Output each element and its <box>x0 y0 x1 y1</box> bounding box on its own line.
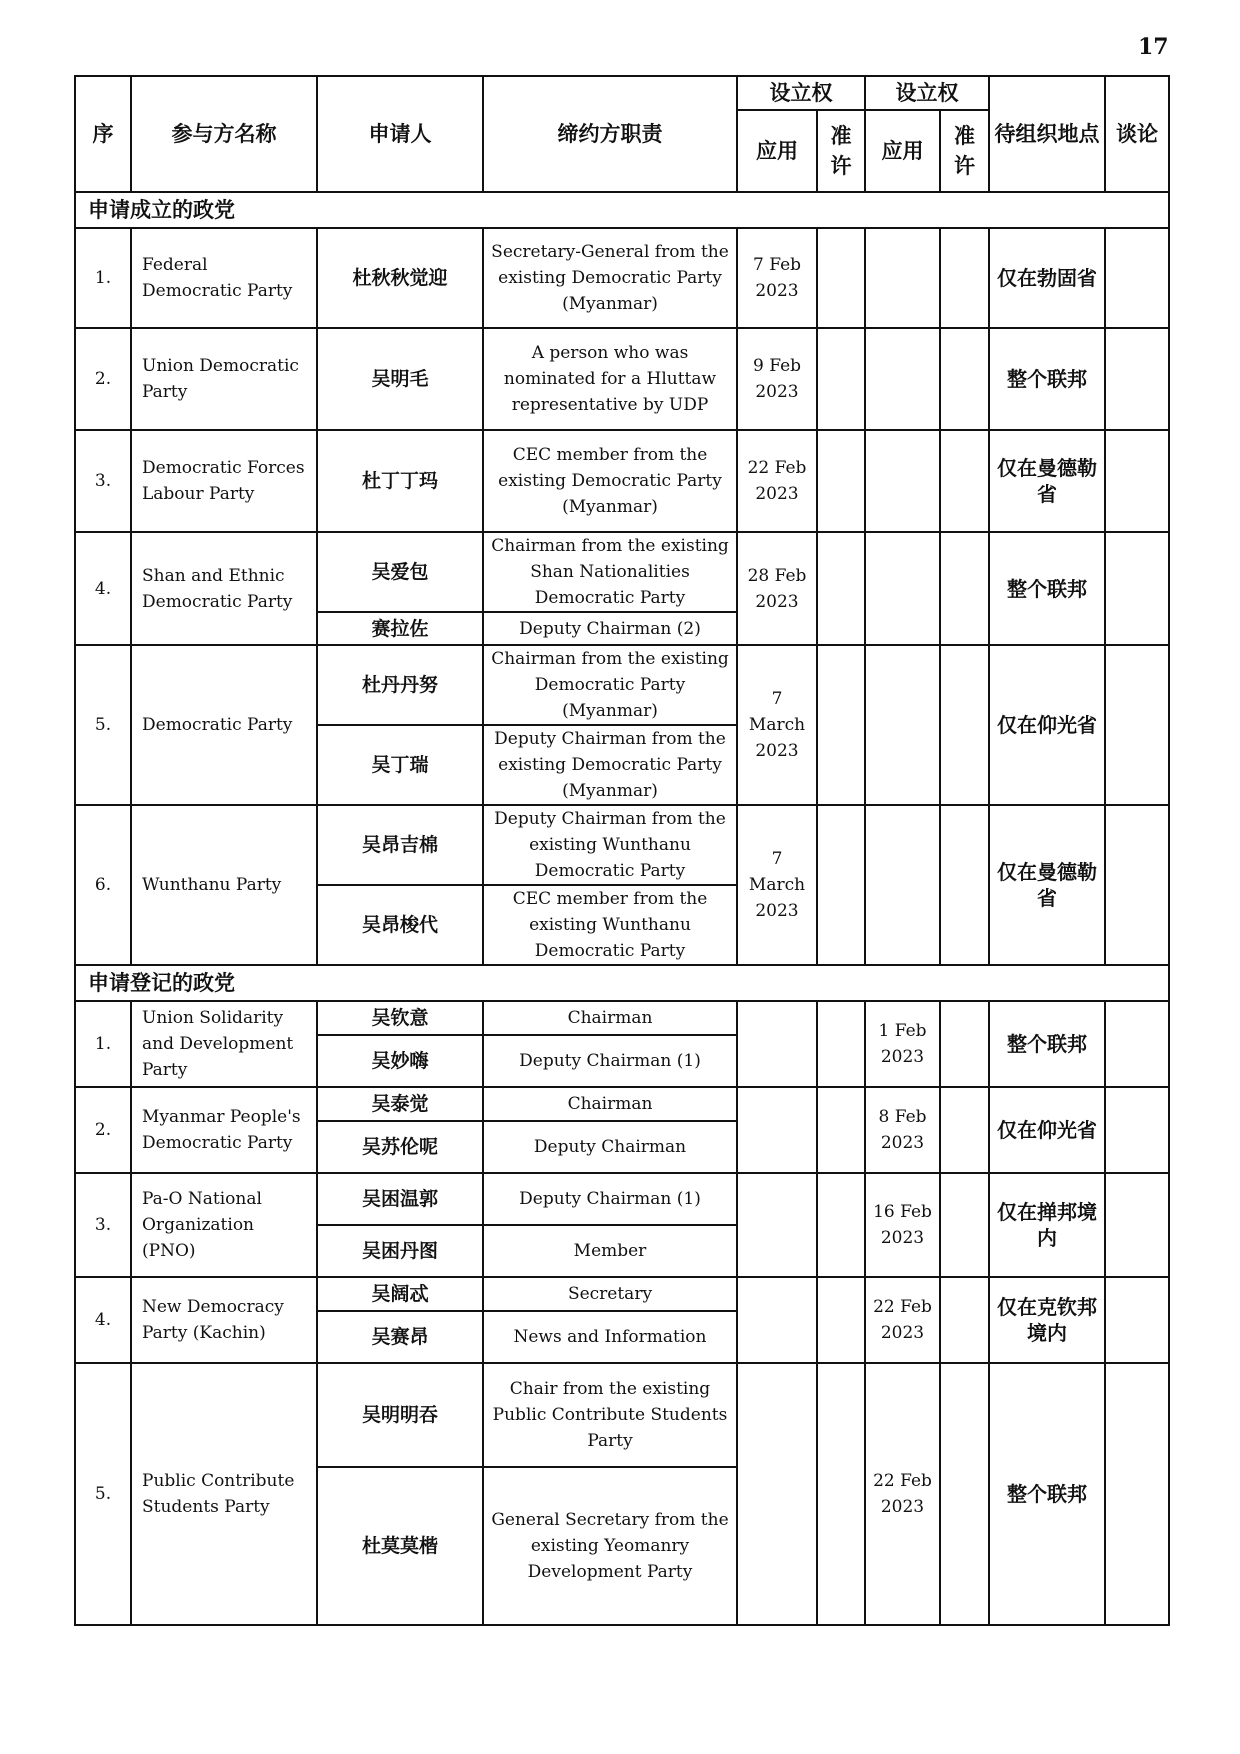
party-name: Myanmar People's Democratic Party <box>131 1087 317 1173</box>
applicant-name: 吴赛昂 <box>317 1311 483 1363</box>
location: 仅在克钦邦境内 <box>989 1277 1105 1363</box>
applicant-role: Deputy Chairman from the existing Democratic Party (Myanmar) <box>483 725 737 805</box>
applicant-role: Deputy Chairman (1) <box>483 1035 737 1087</box>
header-group1: 设立权 <box>737 76 865 110</box>
applicant-role: General Secretary from the existing Yeomanry Development Party <box>483 1467 737 1625</box>
apply-date: 7 March 2023 <box>737 645 817 805</box>
applicant-role: Deputy Chairman (1) <box>483 1173 737 1225</box>
applicant-name: 吴昂吉棉 <box>317 805 483 885</box>
applicant-role: Chairman from the existing Democratic Party (Myanmar) <box>483 645 737 725</box>
applicant-name: 杜秋秋觉迎 <box>317 228 483 328</box>
applicant-name: 吴妙嗨 <box>317 1035 483 1087</box>
apply-date: 9 Feb 2023 <box>737 328 817 430</box>
location: 仅在仰光省 <box>989 1087 1105 1173</box>
location: 仅在仰光省 <box>989 645 1105 805</box>
apply-cell <box>737 1087 817 1173</box>
applicant-role: Deputy Chairman <box>483 1121 737 1173</box>
party-name: Pa-O National Organization (PNO) <box>131 1173 317 1277</box>
location: 仅在曼德勒省 <box>989 430 1105 532</box>
applicant-name: 吴困温郭 <box>317 1173 483 1225</box>
header-apply2: 应用 <box>865 110 940 192</box>
table-row <box>75 430 1169 532</box>
section-title: 申请登记的政党 <box>75 965 1169 1001</box>
apply-date: 28 Feb 2023 <box>737 532 817 645</box>
row-number: 4. <box>75 532 131 645</box>
apply-cell-2 <box>865 532 940 645</box>
approve-cell <box>817 645 865 805</box>
party-table <box>74 75 1170 1626</box>
table-row <box>75 805 1169 885</box>
party-name: Federal Democratic Party <box>131 228 317 328</box>
applicant-role: Member <box>483 1225 737 1277</box>
applicant-name: 杜丹丹努 <box>317 645 483 725</box>
party-name: New Democracy Party (Kachin) <box>131 1277 317 1363</box>
location: 仅在掸邦境内 <box>989 1173 1105 1277</box>
header-apply1: 应用 <box>737 110 817 192</box>
location: 仅在勃固省 <box>989 228 1105 328</box>
header-applicant: 申请人 <box>317 76 483 192</box>
approve-cell <box>817 1001 865 1087</box>
approve-cell <box>817 328 865 430</box>
location: 仅在曼德勒省 <box>989 805 1105 965</box>
row-number: 4. <box>75 1277 131 1363</box>
header-location: 待组织地点 <box>989 76 1105 192</box>
applicant-name: 吴钦意 <box>317 1001 483 1035</box>
party-name: Shan and Ethnic Democratic Party <box>131 532 317 645</box>
table-row <box>75 1087 1169 1121</box>
discuss-cell <box>1105 1277 1169 1363</box>
row-number: 5. <box>75 645 131 805</box>
row-number: 1. <box>75 1001 131 1087</box>
approve-cell <box>817 1173 865 1277</box>
applicant-role: A person who was nominated for a Hluttaw representative by UDP <box>483 328 737 430</box>
approve-cell-2 <box>940 645 989 805</box>
approve-cell <box>817 1277 865 1363</box>
apply-date-2: 8 Feb 2023 <box>865 1087 940 1173</box>
discuss-cell <box>1105 1363 1169 1625</box>
applicant-name: 吴昂梭代 <box>317 885 483 965</box>
table-row <box>75 532 1169 612</box>
discuss-cell <box>1105 328 1169 430</box>
applicant-role: Deputy Chairman from the existing Wunthanu Democratic Party <box>483 805 737 885</box>
applicant-role: Secretary-General from the existing Democratic Party (Myanmar) <box>483 228 737 328</box>
table-row <box>75 1173 1169 1225</box>
applicant-role: Chairman from the existing Shan Nationalities Democratic Party <box>483 532 737 612</box>
apply-cell-2 <box>865 328 940 430</box>
party-name: Union Democratic Party <box>131 328 317 430</box>
row-number: 3. <box>75 1173 131 1277</box>
header-seq: 序 <box>75 76 131 192</box>
row-number: 1. <box>75 228 131 328</box>
discuss-cell <box>1105 430 1169 532</box>
applicant-name: 吴明明吞 <box>317 1363 483 1467</box>
apply-date-2: 16 Feb 2023 <box>865 1173 940 1277</box>
applicant-name: 吴困丹图 <box>317 1225 483 1277</box>
row-number: 6. <box>75 805 131 965</box>
section-header <box>75 192 1169 228</box>
header-group2: 设立权 <box>865 76 989 110</box>
section-title: 申请成立的政党 <box>75 192 1169 228</box>
approve-cell-2 <box>940 1087 989 1173</box>
approve-cell-2 <box>940 228 989 328</box>
discuss-cell <box>1105 805 1169 965</box>
apply-date: 7 Feb 2023 <box>737 228 817 328</box>
applicant-role: Secretary <box>483 1277 737 1311</box>
applicant-role: CEC member from the existing Wunthanu Democratic Party <box>483 885 737 965</box>
apply-cell <box>737 1001 817 1087</box>
party-name: Democratic Forces Labour Party <box>131 430 317 532</box>
page-number: 17 <box>1138 34 1169 60</box>
apply-date-2: 22 Feb 2023 <box>865 1277 940 1363</box>
apply-date-2: 1 Feb 2023 <box>865 1001 940 1087</box>
apply-date: 22 Feb 2023 <box>737 430 817 532</box>
location: 整个联邦 <box>989 1001 1105 1087</box>
approve-cell-2 <box>940 1277 989 1363</box>
party-name: Union Solidarity and Development Party <box>131 1001 317 1087</box>
table-row <box>75 1363 1169 1467</box>
approve-cell-2 <box>940 1363 989 1625</box>
applicant-role: CEC member from the existing Democratic Party (Myanmar) <box>483 430 737 532</box>
applicant-name: 赛拉佐 <box>317 612 483 645</box>
apply-cell <box>737 1277 817 1363</box>
applicant-name: 吴爱包 <box>317 532 483 612</box>
approve-cell-2 <box>940 1001 989 1087</box>
discuss-cell <box>1105 228 1169 328</box>
header-role: 缔约方职责 <box>483 76 737 192</box>
applicant-name: 吴丁瑞 <box>317 725 483 805</box>
approve-cell-2 <box>940 430 989 532</box>
discuss-cell <box>1105 645 1169 805</box>
applicant-role: News and Information <box>483 1311 737 1363</box>
apply-cell-2 <box>865 430 940 532</box>
applicant-name: 杜丁丁玛 <box>317 430 483 532</box>
location: 整个联邦 <box>989 328 1105 430</box>
location: 整个联邦 <box>989 1363 1105 1625</box>
discuss-cell <box>1105 1001 1169 1087</box>
apply-cell <box>737 1173 817 1277</box>
approve-cell <box>817 430 865 532</box>
approve-cell <box>817 1363 865 1625</box>
table-row <box>75 1001 1169 1035</box>
approve-cell <box>817 532 865 645</box>
header-party: 参与方名称 <box>131 76 317 192</box>
apply-date: 7 March 2023 <box>737 805 817 965</box>
approve-cell-2 <box>940 1173 989 1277</box>
approve-cell-2 <box>940 328 989 430</box>
header-approve2: 准许 <box>940 110 989 192</box>
applicant-role: Deputy Chairman (2) <box>483 612 737 645</box>
applicant-role: Chair from the existing Public Contribute Students Party <box>483 1363 737 1467</box>
table-row <box>75 328 1169 430</box>
apply-cell-2 <box>865 805 940 965</box>
table-row <box>75 228 1169 328</box>
table-row <box>75 645 1169 725</box>
header-approve1: 准许 <box>817 110 865 192</box>
row-number: 2. <box>75 328 131 430</box>
approve-cell <box>817 228 865 328</box>
row-number: 5. <box>75 1363 131 1625</box>
approve-cell-2 <box>940 805 989 965</box>
approve-cell <box>817 805 865 965</box>
party-name: Public Contribute Students Party <box>131 1363 317 1625</box>
row-number: 3. <box>75 430 131 532</box>
applicant-name: 吴泰觉 <box>317 1087 483 1121</box>
approve-cell <box>817 1087 865 1173</box>
section-header <box>75 965 1169 1001</box>
applicant-name: 杜莫莫楷 <box>317 1467 483 1625</box>
location: 整个联邦 <box>989 532 1105 645</box>
party-name: Wunthanu Party <box>131 805 317 965</box>
applicant-role: Chairman <box>483 1001 737 1035</box>
row-number: 2. <box>75 1087 131 1173</box>
apply-date-2: 22 Feb 2023 <box>865 1363 940 1625</box>
discuss-cell <box>1105 1087 1169 1173</box>
party-name: Democratic Party <box>131 645 317 805</box>
applicant-name: 吴苏伦呢 <box>317 1121 483 1173</box>
discuss-cell <box>1105 532 1169 645</box>
apply-cell-2 <box>865 645 940 805</box>
applicant-name: 吴明毛 <box>317 328 483 430</box>
header-discuss: 谈论 <box>1105 76 1169 192</box>
table-row <box>75 1277 1169 1311</box>
apply-cell <box>737 1363 817 1625</box>
apply-cell-2 <box>865 228 940 328</box>
discuss-cell <box>1105 1173 1169 1277</box>
applicant-role: Chairman <box>483 1087 737 1121</box>
approve-cell-2 <box>940 532 989 645</box>
applicant-name: 吴阔忒 <box>317 1277 483 1311</box>
